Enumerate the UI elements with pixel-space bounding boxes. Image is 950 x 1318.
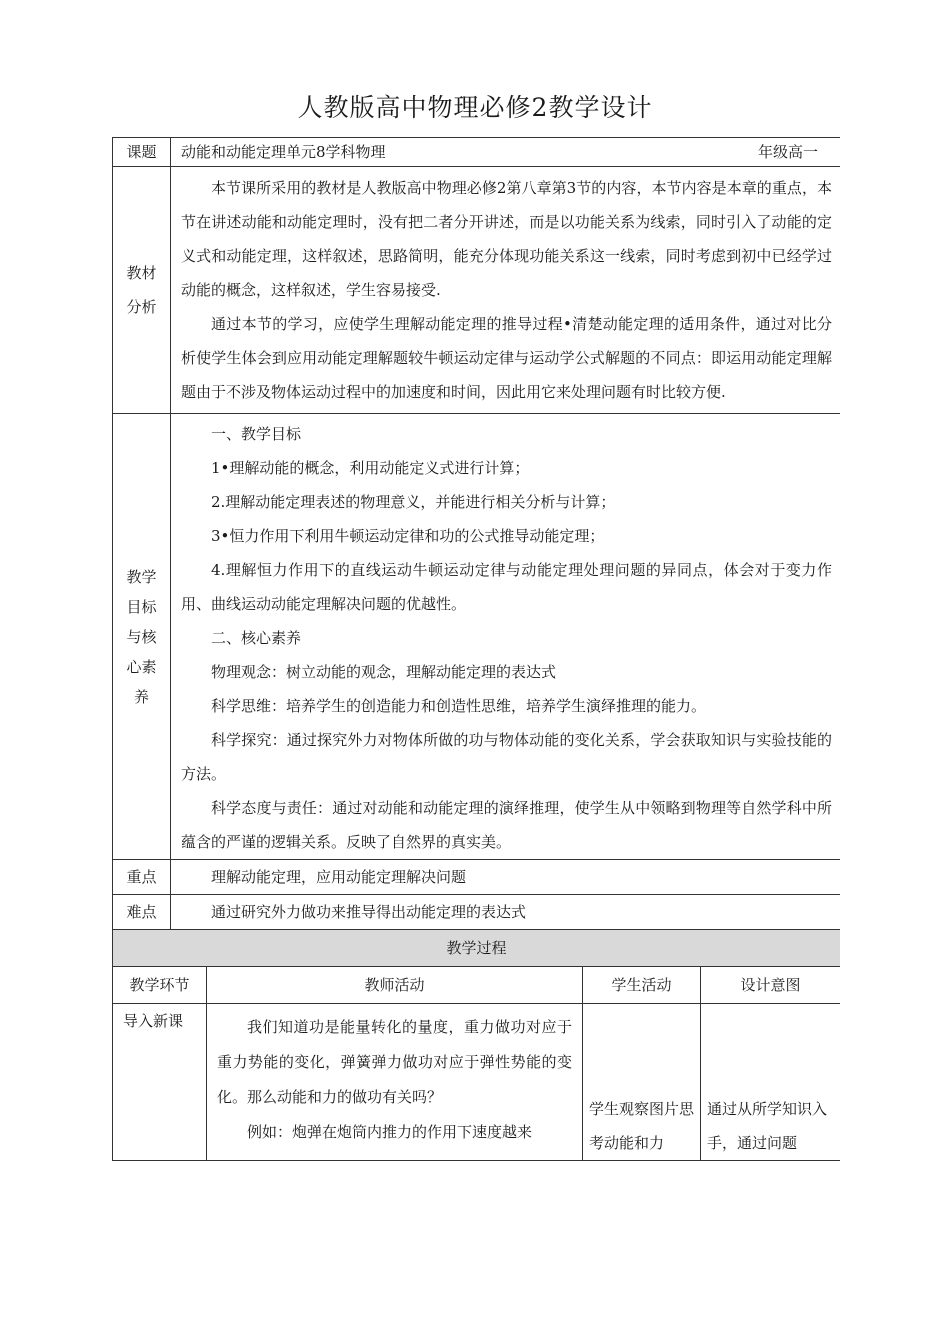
design-intent-cell: 通过从所学知识入手，通过问题 xyxy=(701,1004,841,1161)
literacy-heading: 二、核心素养 xyxy=(211,629,302,647)
teacher-activity-cell xyxy=(207,1004,583,1161)
goals-row xyxy=(113,414,841,860)
column-header: 设计意图 xyxy=(701,967,841,1004)
literacy-item: 科学探究：通过探究外力对物体所做的功与物体动能的变化关系，学会获取知识与实验技能的方法。 xyxy=(181,731,832,783)
goals-content xyxy=(171,414,841,860)
literacy-item: 科学思维：培养学生的创造能力和创造性思维，培养学生演绎推理的能力。 xyxy=(211,697,707,715)
goal-item: 4.理解恒力作用下的直线运动牛顿运动定律与动能定理处理问题的异同点，体会对于变力作用、曲线运动动能定理解决问题的优越性。 xyxy=(181,561,832,613)
lesson-plan-table xyxy=(112,137,840,1237)
key-point-label: 重点 xyxy=(113,860,171,895)
teacher-activity-paragraph: 我们知道功是能量转化的量度，重力做功对应于重力势能的变化，弹簧弹力做功对应于弹性势能的变化。那么动能和力的做功有关吗？ xyxy=(217,1018,572,1106)
difficulty-value: 通过研究外力做功来推导得出动能定理的表达式 xyxy=(211,903,527,921)
goals-heading: 一、教学目标 xyxy=(211,425,302,443)
goals-label-line: 教学 xyxy=(126,567,157,586)
column-header: 教学环节 xyxy=(113,967,207,1004)
difficulty-label: 难点 xyxy=(113,895,171,930)
process-header-row xyxy=(113,967,841,1004)
analysis-paragraph: 通过本节的学习，应使学生理解动能定理的推导过程•清楚动能定理的适用条件，通过对比分析使学生体会到应用动能定理解题较牛顿运动定律与运动学公式解题的不同点：即运用动能定理解题由于不涉及物体运动过程中的加速度和时间，因此用它来处理问题有时比较方便. xyxy=(181,315,832,401)
analysis-label-line: 教材 xyxy=(126,264,157,282)
literacy-item: 科学态度与责任：通过对动能和动能定理的演绎推理，使学生从中领略到物理等自然学科中所蕴含的严谨的逻辑关系。反映了自然界的真实美。 xyxy=(181,799,832,851)
goals-label-line: 目标 xyxy=(126,597,157,616)
goal-item: 2.理解动能定理表述的物理意义，并能进行相关分析与计算； xyxy=(211,493,616,511)
literacy-item: 物理观念：树立动能的观念，理解动能定理的表达式 xyxy=(211,663,557,681)
goals-label-line: 与核 xyxy=(126,627,157,646)
key-point-cell xyxy=(171,860,841,895)
goals-label-line: 心素 xyxy=(126,657,157,676)
analysis-label-line: 分析 xyxy=(126,298,157,316)
page-title: 人教版高中物理必修2教学设计 xyxy=(297,93,653,122)
key-point-value: 理解动能定理，应用动能定理解决问题 xyxy=(211,868,467,886)
column-header: 学生活动 xyxy=(583,967,701,1004)
analysis-row xyxy=(113,167,841,414)
goal-item: 3•恒力作用下利用牛顿运动定律和功的公式推导动能定理； xyxy=(211,527,605,545)
grade-value: 年级高一 xyxy=(757,143,818,161)
analysis-label xyxy=(113,167,171,414)
topic-row xyxy=(113,138,841,167)
student-activity-cell: 学生观察图片思考动能和力 xyxy=(583,1004,701,1161)
goals-label-line: 养 xyxy=(133,687,149,706)
difficulty-row xyxy=(113,895,841,930)
goal-item: 1•理解动能的概念，利用动能定义式进行计算； xyxy=(211,459,530,477)
difficulty-cell xyxy=(171,895,841,930)
analysis-content xyxy=(171,167,841,414)
topic-cell xyxy=(171,138,841,167)
column-header: 教师活动 xyxy=(207,967,583,1004)
process-heading-row xyxy=(113,930,841,967)
topic-label: 课题 xyxy=(113,138,171,167)
topic-value: 动能和动能定理单元8学科物理 xyxy=(181,143,386,161)
process-row xyxy=(113,1004,841,1161)
teacher-activity-paragraph: 例如：炮弹在炮筒内推力的作用下速度越来 xyxy=(247,1123,533,1141)
goals-label xyxy=(113,414,171,860)
stage-cell: 导入新课 xyxy=(113,1004,207,1161)
analysis-paragraph: 本节课所采用的教材是人教版高中物理必修2第八章第3节的内容，本节内容是本章的重点，本节在讲述动能和动能定理时，没有把二者分开讲述，而是以功能关系为线索，同时引入了动能的定义式和动能定理，这样叙述，思路简明，能充分体现功能关系这一线索，同时考虑到初中已经学过动能的概念，这样叙述，学生容易接受. xyxy=(181,179,832,299)
process-heading: 教学过程 xyxy=(113,930,841,967)
key-point-row xyxy=(113,860,841,895)
